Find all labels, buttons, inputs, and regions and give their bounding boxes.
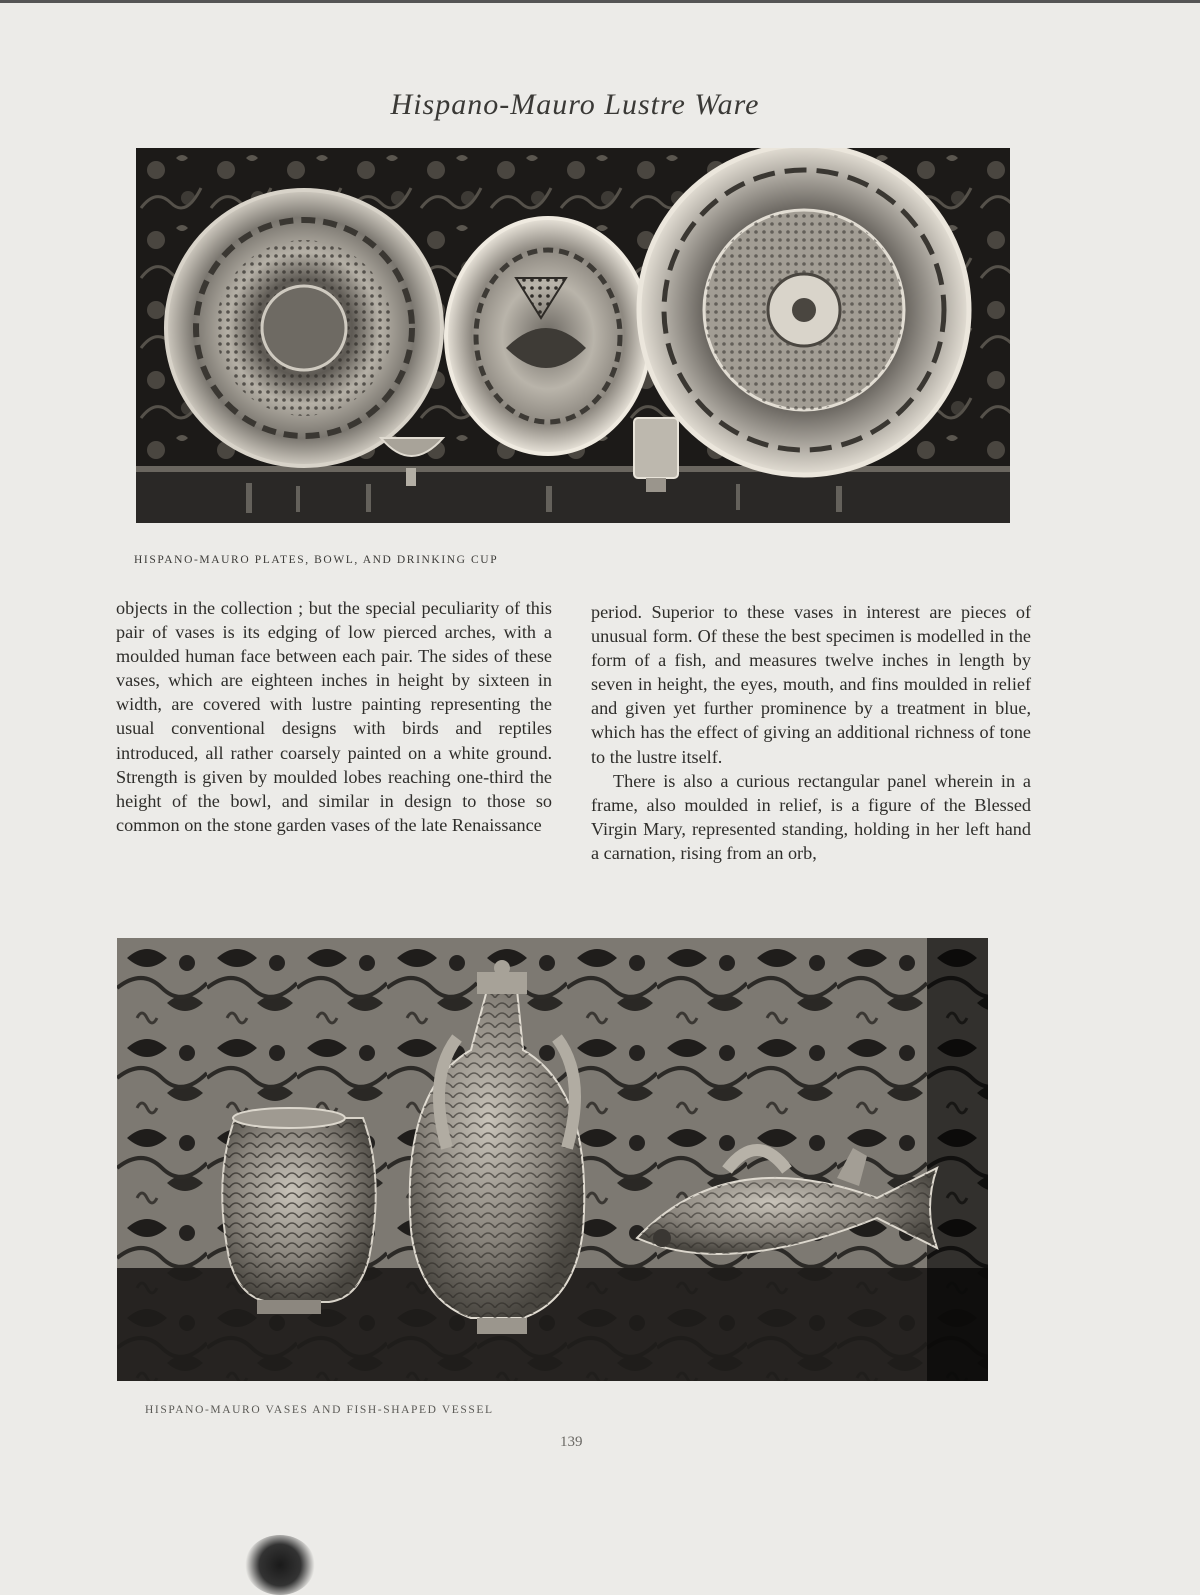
ceramic-plates-photo-icon: [136, 148, 1010, 523]
figure-caption-bottom: HISPANO-MAURO VASES AND FISH-SHAPED VESSEL: [145, 1404, 494, 1416]
figure-bottom-photo: [117, 938, 988, 1381]
text-column-right: [591, 600, 1031, 865]
paragraph: objects in the collection ; but the special peculiarity of this pair of vases is its edging of low pierced arches, with a moulded human face between each pair. The sides of these vases, which are eighteen inches in height by sixteen in width, are covered with lustre painting representing the usual conventional designs with birds and reptiles introduced, all rather coarsely painted on a white ground. Strength is given by moulded lobes reaching one-third the height of the bowl, and similar in design to those so common on the stone garden vases of the late Renaissance: [116, 598, 552, 835]
figure-caption-top: HISPANO-MAURO PLATES, BOWL, AND DRINKING CUP: [134, 554, 499, 566]
page-number: 139: [560, 1434, 583, 1450]
scan-smudge-icon: [245, 1535, 315, 1595]
text-column-left: [116, 596, 552, 837]
paragraph: There is also a curious rectangular panel wherein in a frame, also moulded in relief, is a figure of the Blessed Virgin Mary, represented standing, holding in her left hand a carnation, rising from an orb,: [591, 770, 1031, 863]
vases-fish-vessel-photo-icon: [117, 938, 988, 1381]
running-title: Hispano-Mauro Lustre Ware: [390, 88, 760, 121]
paragraph: period. Superior to these vases in interest are pieces of unusual form. Of these the best specimen is modelled in the form of a fish, and measures twelve inches in length by seven in height, the eyes, mouth, and fins moulded in relief and given yet further prominence by a treatment in blue, which has the effect of giving an additional richness of tone to the lustre itself.: [591, 602, 1031, 767]
top-edge-rule: [0, 0, 1200, 3]
figure-top-photo: [136, 148, 1010, 523]
